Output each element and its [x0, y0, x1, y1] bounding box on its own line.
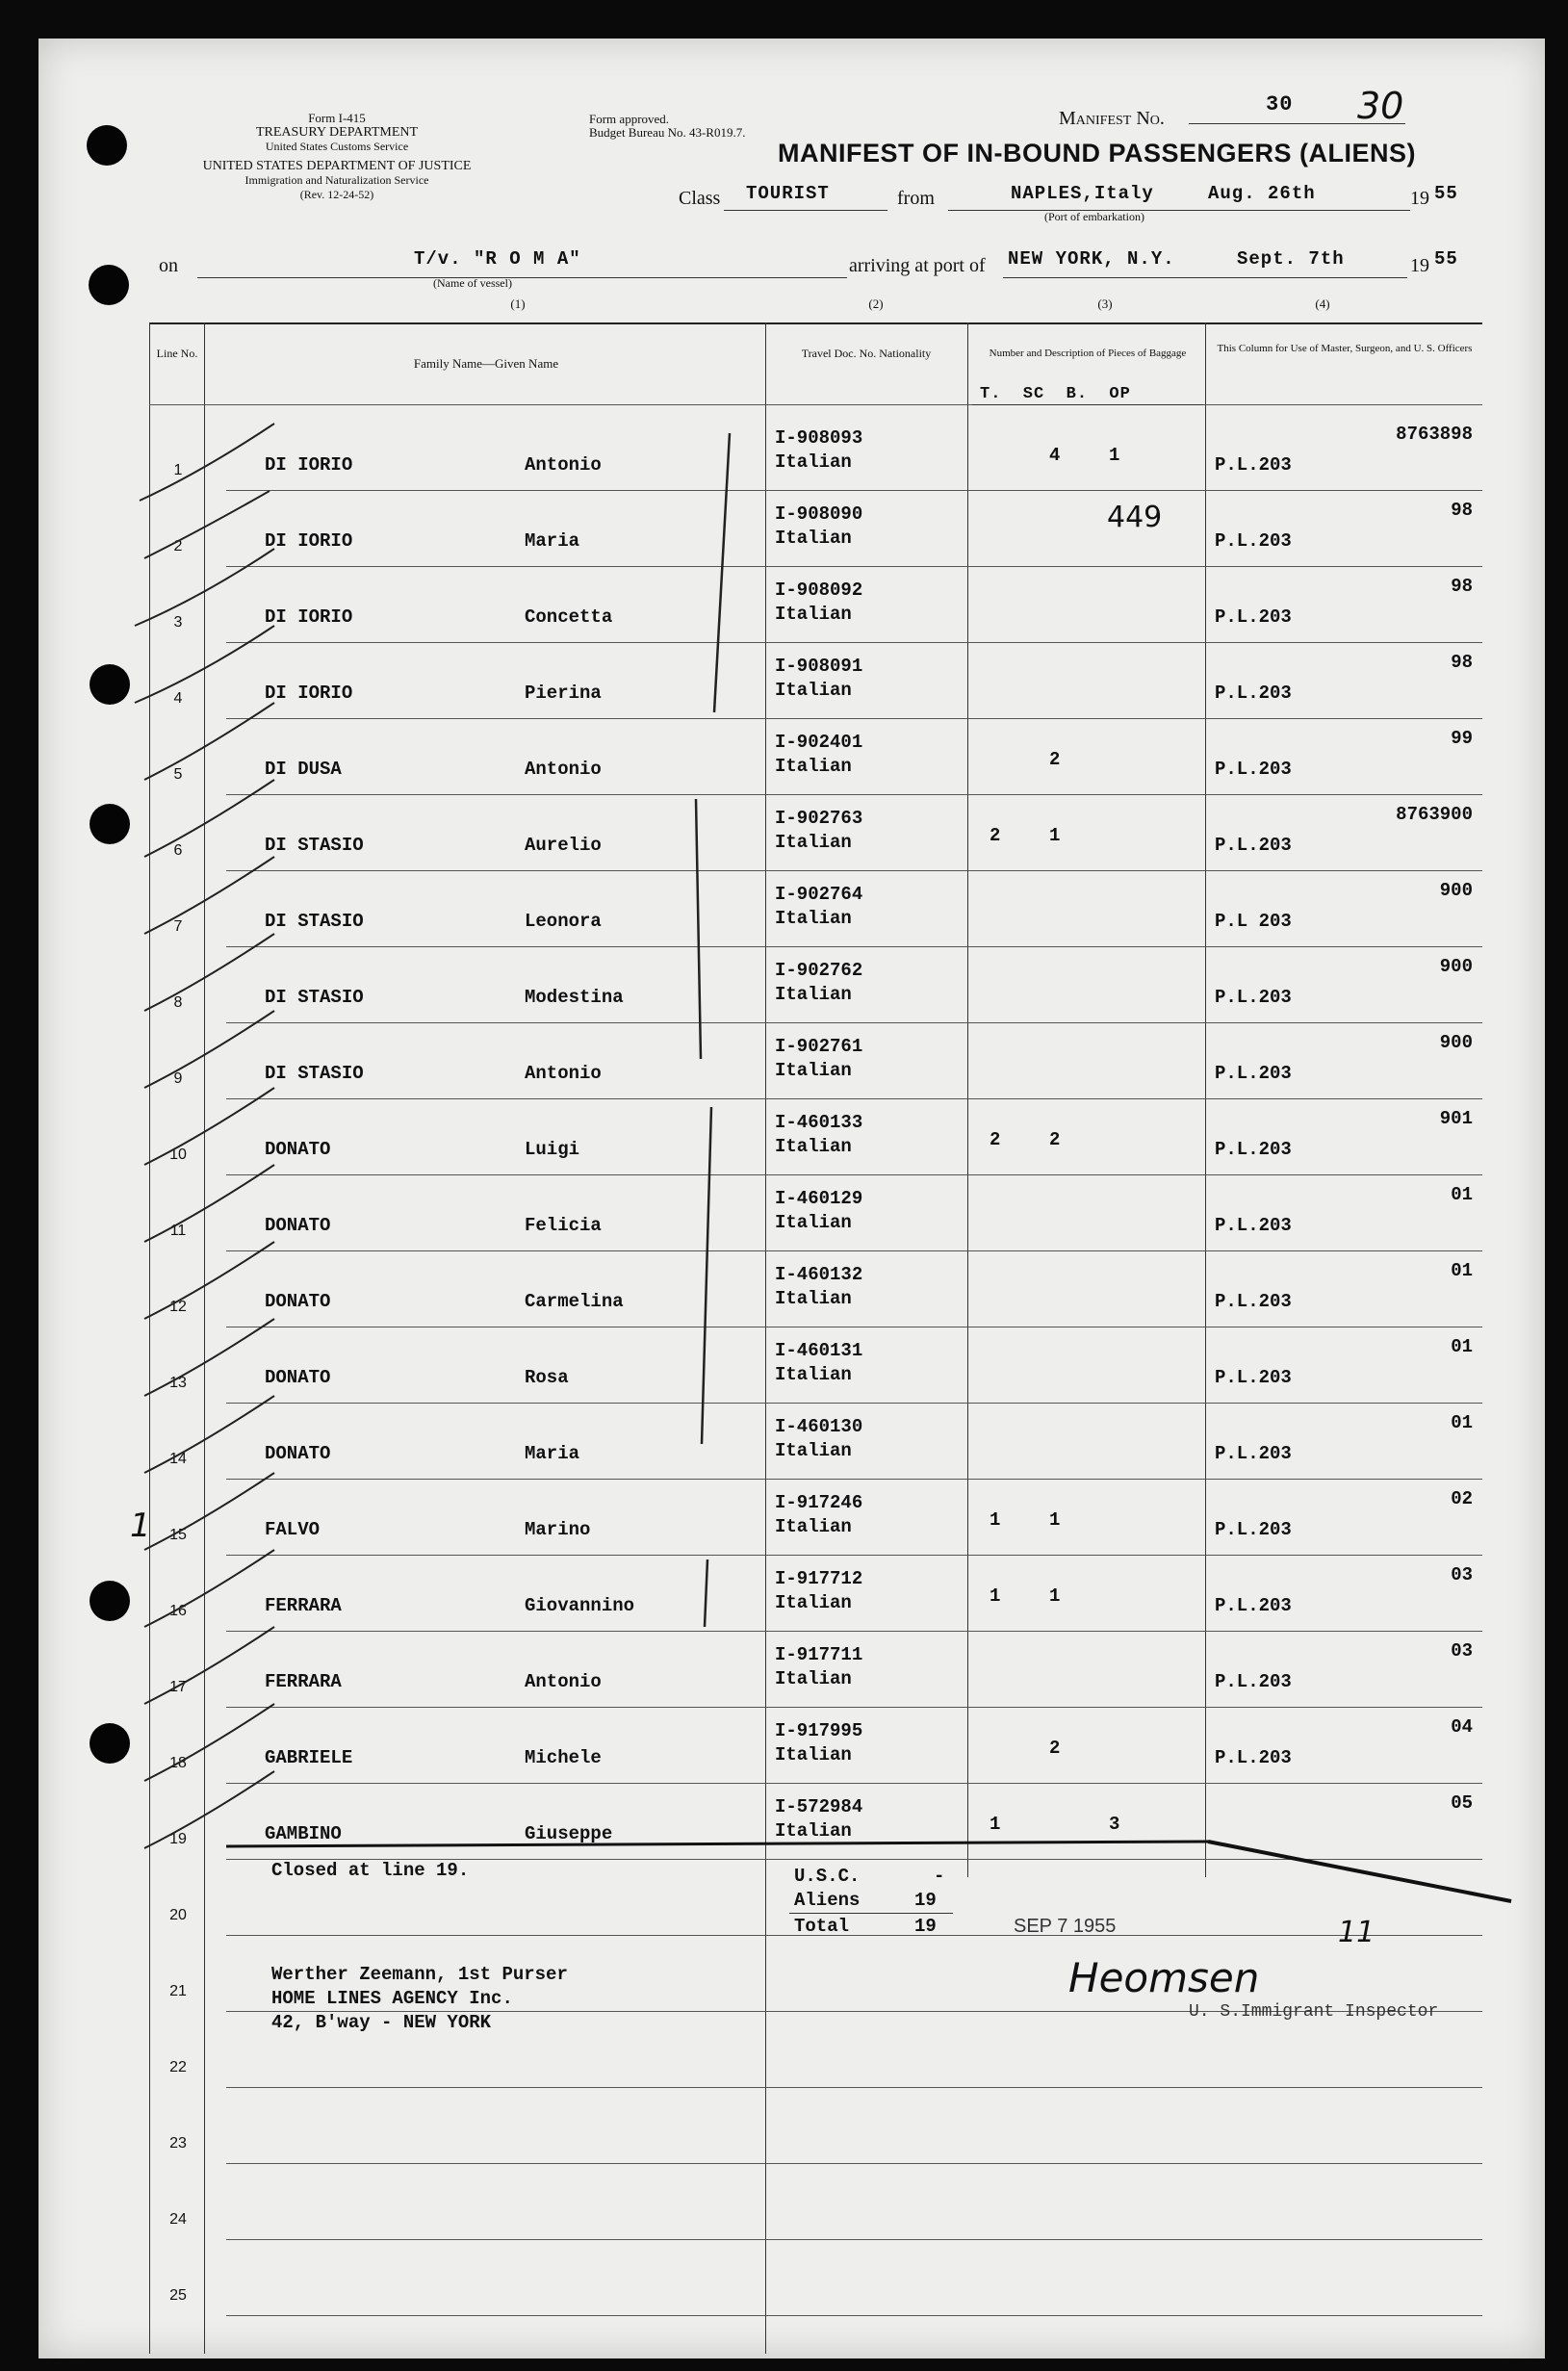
family-name: FALVO: [265, 1519, 321, 1540]
arrival-date: Sept. 7th: [1237, 248, 1345, 270]
family-name: DONATO: [265, 1367, 331, 1388]
col-num-2: (2): [868, 296, 884, 311]
officer-number: 01: [1451, 1336, 1473, 1357]
family-name: DONATO: [265, 1139, 331, 1160]
family-brackets: [696, 433, 730, 1627]
family-name: DI STASIO: [265, 835, 364, 856]
travel-doc-number: I-460131: [775, 1340, 863, 1361]
travel-doc-number: I-917712: [775, 1568, 863, 1589]
given-name: Antonio: [525, 1671, 602, 1692]
arrival-port: NEW YORK, N.Y.: [1008, 248, 1175, 270]
line-number: 19: [169, 1831, 187, 1847]
line-number: 6: [173, 842, 183, 859]
travel-doc-number: I-902762: [775, 960, 863, 981]
family-name: DONATO: [265, 1215, 331, 1236]
baggage-sc: 2: [1049, 1129, 1061, 1150]
officer-number: 900: [1439, 1032, 1473, 1053]
baggage-sc: 2: [1049, 1738, 1061, 1759]
justice-dept: UNITED STATES DEPARTMENT OF JUSTICE: [202, 159, 472, 173]
ins-service: Immigration and Naturalization Service: [244, 173, 429, 187]
family-name: DI STASIO: [265, 911, 364, 932]
customs-service: United States Customs Service: [265, 140, 409, 153]
departure-date: Aug. 26th: [1208, 183, 1316, 204]
form-approved: Form approved.: [589, 112, 670, 126]
public-law: P.L.203: [1215, 835, 1292, 856]
line-number: 13: [169, 1375, 187, 1391]
officer-number: 900: [1439, 956, 1473, 977]
line-number: 3: [173, 614, 183, 631]
baggage-sc: 4: [1049, 445, 1061, 466]
year-prefix-1: 19: [1410, 188, 1429, 209]
travel-doc-number: I-460133: [775, 1112, 863, 1133]
manifest-number: 30: [1266, 92, 1294, 116]
line-number: 4: [173, 690, 183, 707]
line-number: 7: [173, 918, 183, 935]
public-law: P.L.203: [1215, 1291, 1292, 1312]
baggage-handwritten-note: 449: [1107, 501, 1163, 534]
line-number: 5: [173, 766, 183, 783]
public-law: P.L.203: [1215, 1519, 1292, 1540]
public-law: P.L.203: [1215, 759, 1292, 780]
line-number: 15: [169, 1527, 187, 1543]
officer-number: 03: [1451, 1564, 1473, 1585]
baggage-sc: 2: [1049, 749, 1061, 770]
line-number: 10: [169, 1147, 187, 1163]
public-law: P.L.203: [1215, 530, 1292, 552]
nationality: Italian: [775, 1668, 852, 1689]
travel-doc-number: I-460130: [775, 1416, 863, 1437]
form-title: MANIFEST OF IN-BOUND PASSENGERS (ALIENS): [778, 139, 1417, 168]
col-header-baggage: Number and Description of Pieces of Baggage: [989, 348, 1187, 359]
travel-doc-number: I-908091: [775, 656, 863, 677]
public-law: P.L.203: [1215, 1215, 1292, 1236]
agency-name: HOME LINES AGENCY Inc.: [271, 1988, 513, 2009]
public-law: P.L.203: [1215, 1139, 1292, 1160]
baggage-t: 2: [990, 1129, 1001, 1150]
baggage-b: 3: [1109, 1814, 1120, 1835]
check-marks: [135, 424, 274, 1848]
line-number: 2: [173, 538, 183, 554]
family-name: FERRARA: [265, 1671, 342, 1692]
public-law: P.L 203: [1215, 911, 1292, 932]
given-name: Aurelio: [525, 835, 602, 856]
time-handwritten-note: 11: [1338, 1916, 1375, 1949]
form-number: Form I-415: [308, 111, 366, 125]
aliens-underline: [789, 1913, 953, 1914]
public-law: P.L.203: [1215, 683, 1292, 704]
port-embark-label: (Port of embarkation): [1044, 210, 1144, 223]
nationality: Italian: [775, 1060, 852, 1081]
line-number: 17: [169, 1679, 187, 1695]
family-name: DI IORIO: [265, 606, 353, 628]
family-name: DI DUSA: [265, 759, 342, 780]
family-name: DI STASIO: [265, 987, 364, 1008]
agency-address: 42, B'way - NEW YORK: [271, 2012, 492, 2033]
purser-name: Werther Zeemann, 1st Purser: [271, 1964, 568, 1985]
nationality: Italian: [775, 680, 852, 701]
nationality: Italian: [775, 984, 852, 1005]
manifest-number-handwritten: 30: [1357, 85, 1404, 127]
baggage-subheader: T. SC B. OP: [980, 385, 1131, 403]
officer-number: 98: [1451, 576, 1473, 597]
given-name: Luigi: [525, 1139, 580, 1160]
public-law: P.L.203: [1215, 987, 1292, 1008]
travel-doc-number: I-908093: [775, 427, 863, 449]
baggage-t: 1: [990, 1814, 1001, 1835]
family-name: DONATO: [265, 1443, 331, 1464]
line-number: 14: [169, 1451, 187, 1467]
given-name: Felicia: [525, 1215, 602, 1236]
line-number: 11: [169, 1223, 187, 1239]
baggage-sc: 1: [1049, 1585, 1061, 1607]
line-number: 20: [169, 1907, 187, 1923]
given-name: Marino: [525, 1519, 591, 1540]
nationality: Italian: [775, 604, 852, 625]
travel-doc-number: I-902764: [775, 884, 863, 905]
travel-doc-number: I-902401: [775, 732, 863, 753]
line-number: 9: [173, 1070, 183, 1087]
given-name: Giovannino: [525, 1595, 635, 1616]
nationality: Italian: [775, 1516, 852, 1537]
public-law: P.L.203: [1215, 1747, 1292, 1768]
line-number: 1: [173, 462, 183, 478]
aliens-label: Aliens: [794, 1890, 861, 1911]
officer-number: 98: [1451, 500, 1473, 521]
given-name: Michele: [525, 1747, 602, 1768]
class-value: TOURIST: [746, 183, 830, 204]
line-number: 21: [169, 1983, 187, 1999]
aliens-value: 19: [914, 1890, 937, 1911]
manifest-label: Manifest No.: [1059, 108, 1165, 129]
usc-label: U.S.C.: [794, 1866, 861, 1887]
vessel-name: T/v. "R O M A": [414, 248, 581, 270]
baggage-t: 1: [990, 1585, 1001, 1607]
public-law: P.L.203: [1215, 1595, 1292, 1616]
family-name: DI IORIO: [265, 530, 353, 552]
travel-doc-number: I-460129: [775, 1188, 863, 1209]
officer-number: 901: [1439, 1108, 1473, 1129]
officer-number: 02: [1451, 1488, 1473, 1509]
line-number: 12: [169, 1299, 187, 1315]
line-number: 16: [169, 1603, 187, 1619]
family-name: GABRIELE: [265, 1747, 353, 1768]
closed-line-note: Closed at line 19.: [271, 1860, 470, 1881]
travel-doc-number: I-902761: [775, 1036, 863, 1057]
nationality: Italian: [775, 1212, 852, 1233]
form-revision: (Rev. 12-24-52): [299, 188, 374, 201]
usc-value: -: [934, 1866, 945, 1887]
nationality: Italian: [775, 1440, 852, 1461]
given-name: Concetta: [525, 606, 613, 628]
total-label: Total: [794, 1916, 850, 1937]
given-name: Leonora: [525, 911, 602, 932]
officer-number: 01: [1451, 1412, 1473, 1433]
nationality: Italian: [775, 1364, 852, 1385]
nationality: Italian: [775, 451, 852, 473]
officer-number: 03: [1451, 1640, 1473, 1662]
line-number: 22: [169, 2059, 187, 2075]
line15-handwritten-mark: 1: [130, 1507, 151, 1545]
year-prefix-2: 19: [1410, 255, 1429, 276]
travel-doc-number: I-908090: [775, 503, 863, 525]
officer-number: 8763900: [1396, 804, 1473, 825]
nationality: Italian: [775, 832, 852, 853]
nationality: Italian: [775, 1744, 852, 1765]
on-label: on: [159, 255, 178, 276]
manifest-page: [39, 39, 1545, 2358]
given-name: Antonio: [525, 759, 602, 780]
embark-port: NAPLES,Italy: [1011, 183, 1154, 204]
total-value: 19: [914, 1916, 937, 1937]
given-name: Carmelina: [525, 1291, 624, 1312]
public-law: P.L.203: [1215, 1063, 1292, 1084]
line-number: 18: [169, 1755, 187, 1771]
family-name: DI STASIO: [265, 1063, 364, 1084]
col-header-name: Family Name—Given Name: [413, 356, 559, 371]
nationality: Italian: [775, 1288, 852, 1309]
class-label: Class: [679, 188, 721, 209]
budget-bureau: Budget Bureau No. 43-R019.7.: [589, 125, 746, 140]
public-law: P.L.203: [1215, 606, 1292, 628]
line-number: 23: [169, 2135, 187, 2152]
col-num-1: (1): [510, 296, 526, 311]
officer-number: 8763898: [1396, 424, 1473, 445]
public-law: P.L.203: [1215, 1367, 1292, 1388]
family-name: DONATO: [265, 1291, 331, 1312]
officer-number: 04: [1451, 1716, 1473, 1738]
line-number: 24: [169, 2211, 187, 2228]
travel-doc-number: I-902763: [775, 808, 863, 829]
officer-number: 900: [1439, 880, 1473, 901]
family-name: DI IORIO: [265, 454, 353, 476]
given-name: Maria: [525, 1443, 580, 1464]
year-2: 55: [1434, 248, 1458, 270]
baggage-sc: 1: [1049, 825, 1061, 846]
nationality: Italian: [775, 528, 852, 549]
public-law: P.L.203: [1215, 1443, 1292, 1464]
arriving-label: arriving at port of: [849, 255, 986, 276]
col-header-line-no: Line No.: [156, 347, 198, 360]
baggage-b: 1: [1109, 445, 1120, 466]
given-name: Rosa: [525, 1367, 569, 1388]
baggage-t: 1: [990, 1509, 1001, 1531]
year-1: 55: [1434, 183, 1458, 204]
inspector-signature: Heomsen: [1068, 1954, 1260, 2001]
line-number: 25: [169, 2287, 187, 2304]
officer-number: 01: [1451, 1260, 1473, 1281]
col-num-3: (3): [1097, 296, 1113, 311]
nationality: Italian: [775, 1592, 852, 1613]
baggage-sc: 1: [1049, 1509, 1061, 1531]
family-name: FERRARA: [265, 1595, 342, 1616]
given-name: Giuseppe: [525, 1823, 613, 1844]
col-num-4: (4): [1315, 296, 1330, 311]
travel-doc-number: I-460132: [775, 1264, 863, 1285]
travel-doc-number: I-917246: [775, 1492, 863, 1513]
given-name: Antonio: [525, 454, 602, 476]
given-name: Modestina: [525, 987, 624, 1008]
date-stamp: SEP 7 1955: [1014, 1916, 1117, 1937]
officer-number: 99: [1451, 728, 1473, 749]
nationality: Italian: [775, 1820, 852, 1842]
given-name: Pierina: [525, 683, 602, 704]
public-law: P.L.203: [1215, 1671, 1292, 1692]
from-label: from: [897, 188, 935, 209]
col-header-travel-doc: Travel Doc. No. Nationality: [801, 347, 932, 360]
given-name: Antonio: [525, 1063, 602, 1084]
travel-doc-number: I-572984: [775, 1796, 863, 1817]
nationality: Italian: [775, 1136, 852, 1157]
officer-number: 01: [1451, 1184, 1473, 1205]
treasury-dept: TREASURY DEPARTMENT: [255, 125, 419, 140]
travel-doc-number: I-908092: [775, 580, 863, 601]
given-name: Maria: [525, 530, 580, 552]
col-header-officers: This Column for Use of Master, Surgeon, and U. S. Officers: [1217, 343, 1473, 354]
nationality: Italian: [775, 756, 852, 777]
nationality: Italian: [775, 908, 852, 929]
public-law: P.L.203: [1215, 454, 1292, 476]
travel-doc-number: I-917711: [775, 1644, 863, 1665]
baggage-t: 2: [990, 825, 1001, 846]
travel-doc-number: I-917995: [775, 1720, 863, 1741]
inspector-title: U. S.Immigrant Inspector: [1189, 2002, 1439, 2022]
line-number: 8: [173, 994, 183, 1011]
vessel-label: (Name of vessel): [433, 276, 512, 290]
officer-number: 05: [1451, 1792, 1473, 1814]
family-name: DI IORIO: [265, 683, 353, 704]
officer-number: 98: [1451, 652, 1473, 673]
family-name: GAMBINO: [265, 1823, 342, 1844]
